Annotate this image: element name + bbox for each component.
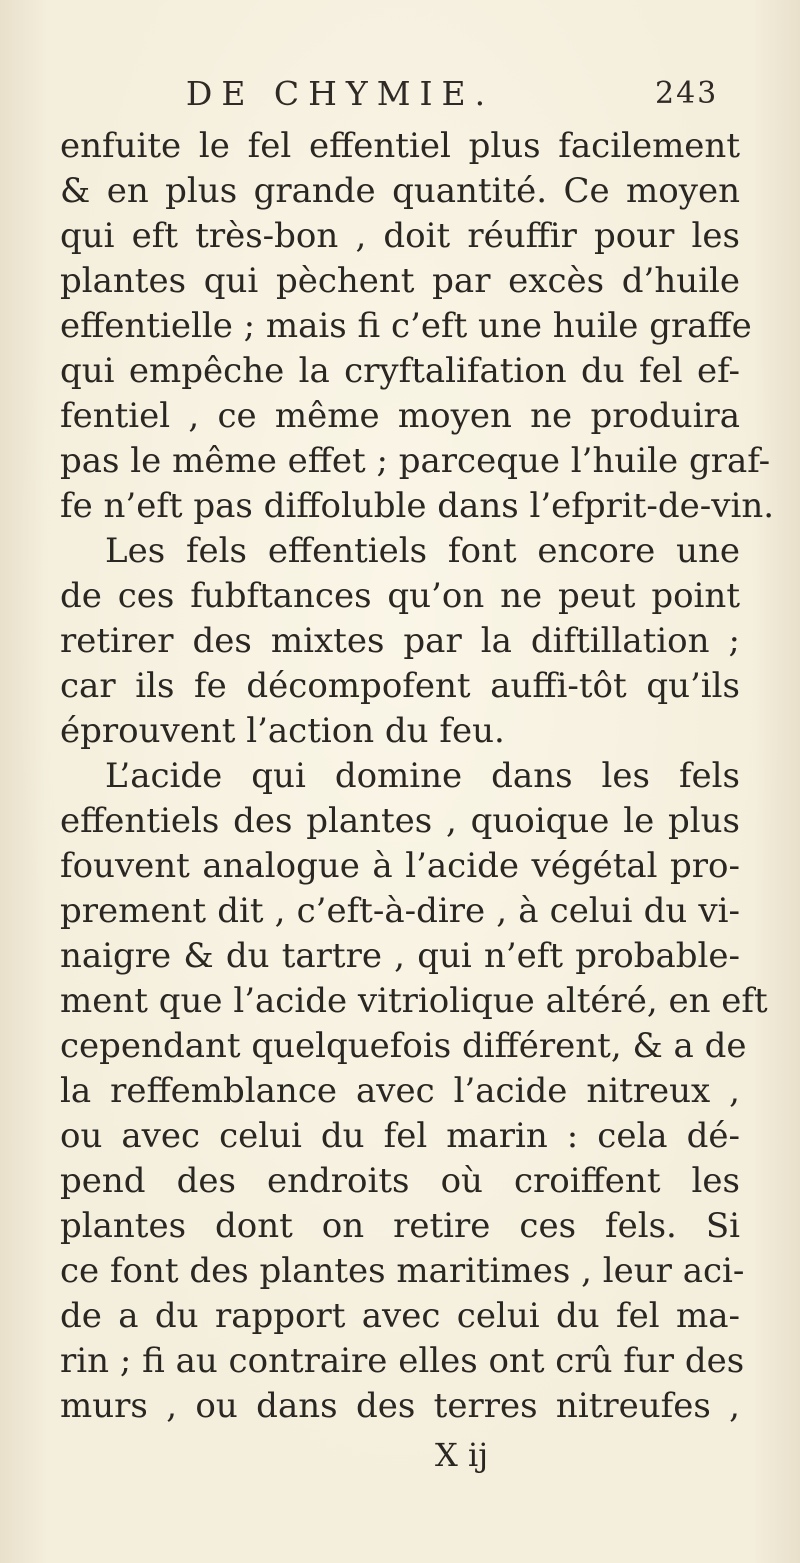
running-title: DE CHYMIE. (185, 74, 495, 113)
text-line: fouvent analogue à l’acide végétal pro- (60, 846, 740, 886)
text-line: retirer des mixtes par la diftillation ; (60, 621, 740, 661)
text-line: pend des endroits où croiffent les (60, 1161, 740, 1201)
text-line: de ces fubftances qu’on ne peut point (60, 576, 740, 616)
text-line: fentiel , ce même moyen ne produira (60, 396, 740, 436)
text-line: cependant quelquefois différent, & a de (60, 1026, 747, 1066)
text-line: pas le même effet ; parceque l’huile graf- (60, 441, 771, 481)
text-line: naigre & du tartre , qui n’eft probable- (60, 936, 740, 976)
text-line: car ils fe décompofent auffi-tôt qu’ils (60, 666, 740, 706)
text-line: murs , ou dans des terres nitreufes , (60, 1386, 740, 1426)
page-header (0, 62, 800, 122)
text-line: effentielle ; mais fi c’eft une huile graffe (60, 306, 752, 346)
text-line: fe n’eft pas diffoluble dans l’efprit-de-vin. (60, 486, 775, 526)
text-line: qui empêche la cryftalifation du fel ef- (60, 351, 740, 391)
paragraph-end-line: éprouvent l’action du feu. (60, 711, 505, 751)
text-line: ment que l’acide vitriolique altéré, en eft (60, 981, 768, 1021)
text-line: & en plus grande quantité. Ce moyen (60, 171, 740, 211)
paragraph-start-line: Les fels effentiels font encore une (105, 531, 740, 571)
text-line: prement dit , c’eft-à-dire , à celui du vi- (60, 891, 740, 931)
text-line: plantes dont on retire ces fels. Si (60, 1206, 740, 1246)
text-line: de a du rapport avec celui du fel ma- (60, 1296, 740, 1336)
text-line: ou avec celui du fel marin : cela dé- (60, 1116, 740, 1156)
signature-mark: X ij (435, 1436, 489, 1474)
text-line: enfuite le fel effentiel plus facilement (60, 126, 740, 166)
text-line: plantes qui pèchent par excès d’huile (60, 261, 740, 301)
text-line: ce font des plantes maritimes , leur aci- (60, 1251, 745, 1291)
page-number: 243 (655, 76, 719, 111)
text-line: qui eft très-bon , doit réuffir pour les (60, 216, 740, 256)
text-line: la reffemblance avec l’acide nitreux , (60, 1071, 740, 1111)
text-line: effentiels des plantes , quoique le plus (60, 801, 740, 841)
text-line: rin ; fi au contraire elles ont crû fur des (60, 1341, 745, 1381)
paragraph-start-line: L’acide qui domine dans les fels (105, 756, 740, 796)
